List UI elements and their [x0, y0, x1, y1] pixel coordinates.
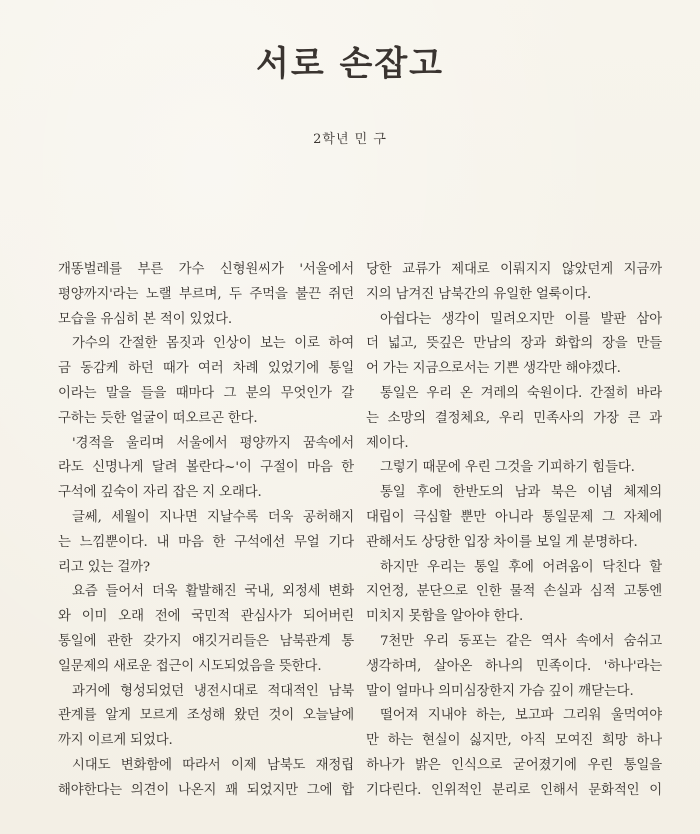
text-line: 평양까지'라는 노랠 부르며, 두 주먹을 불끈 쥐던 [58, 286, 354, 302]
text-line: 더 넓고, 뜻깊은 만남의 장과 화합의 장을 만들 [366, 336, 662, 352]
text-line: 만 하는 현실이 싫지만, 아직 모여진 희망 하나 [366, 733, 662, 749]
text-line: 지의 남겨진 남북간의 유일한 얼룩이다. [366, 286, 592, 302]
page-title: 서로 손잡고 [255, 44, 445, 84]
text-line: 제이다. [366, 435, 409, 451]
text-line: 기다린다. 인위적인 분리로 인해서 문화적인 이 [366, 782, 662, 798]
text-line: 대립이 극심할 뿐만 아니라 통일문제 그 자체에 [366, 509, 662, 525]
text-line: 구석에 깊숙이 자리 잡은 지 오래다. [58, 485, 262, 501]
text-line: 는 느낌뿐이다. 내 마음 한 구석에선 무얼 기다 [58, 534, 354, 550]
text-line: 지언정, 분단으로 인한 물적 손실과 심적 고통엔 [366, 584, 662, 600]
text-line: 는 소망의 결정체요, 우리 민족사의 가장 큰 과 [366, 410, 662, 426]
text-line: 통일은 우리 온 겨레의 숙원이다. 간절히 바라 [380, 385, 662, 401]
text-line: 가수의 간절한 몸짓과 인상이 보는 이로 하여 [72, 336, 354, 352]
text-line: 아쉽다는 생각이 밀려오지만 이를 발판 삼아 [380, 311, 662, 327]
text-line: 시대도 변화함에 따라서 이제 남북도 재정립 [72, 757, 354, 773]
text-line: 말이 얼마나 의미심장한지 가슴 깊이 깨닫는다. [366, 683, 634, 699]
text-line: 글쎄, 세월이 지나면 지날수록 더욱 공허해지 [72, 509, 354, 525]
text-line: 모습을 유심히 본 적이 있었다. [58, 311, 232, 327]
right-text-column [366, 258, 662, 804]
text-line: 개똥벌레를 부른 가수 신형원씨가 '서울에서 [58, 262, 354, 277]
text-line: 생각하며, 살아온 하나의 민족이다. '하나'라는 [366, 658, 662, 674]
text-line: 요즘 들어서 더욱 활발해진 국내, 외정세 변화 [72, 584, 354, 600]
text-line: 통일에 관한 갖가지 얘깃거리들은 남북관계 통 [58, 633, 354, 649]
text-line: 라도 신명나게 달려 볼란다~'이 구절이 마음 한 [58, 460, 354, 476]
author-byline: 2학년 민 구 [313, 132, 387, 147]
text-line: 와 이미 오래 전에 국민적 관심사가 되어버린 [58, 609, 354, 625]
text-line: 금 동감케 하던 때가 여러 차례 있었기에 통일 [58, 361, 354, 377]
text-line: 그렇기 때문에 우린 그것을 기피하기 힘들다. [380, 460, 635, 476]
text-line: 하나가 밝은 인식으로 굳어졌기에 우린 통일을 [366, 757, 662, 773]
text-line: 까지 이르게 되었다. [58, 733, 173, 749]
text-line: 떨어져 지내야 하는, 보고파 그리워 울먹여야 [380, 708, 662, 724]
text-line: 이라는 말을 들을 때마다 그 분의 무엇인가 갈 [58, 385, 354, 401]
text-line: 하지만 우리는 통일 후에 어려움이 닥친다 할 [380, 559, 662, 575]
text-line: 과거에 형성되었던 냉전시대로 적대적인 남북 [72, 683, 354, 699]
text-line: 구하는 듯한 얼굴이 떠오르곤 한다. [58, 410, 258, 426]
left-text-column [58, 258, 354, 804]
text-line: 당한 교류가 제대로 이뤄지지 않았던게 지금까 [366, 262, 662, 277]
text-line: 관계를 알게 모르게 조성해 왔던 것이 오늘날에 [58, 708, 354, 724]
text-line: 7천만 우리 동포는 같은 역사 속에서 숨쉬고 [380, 633, 662, 649]
text-line: 통일 후에 한반도의 남과 북은 이념 체제의 [380, 485, 662, 501]
text-line: 어 가는 지금으로서는 기쁜 생각만 해야겠다. [366, 361, 621, 377]
text-line: 일문제의 새로운 접근이 시도되었음을 뜻한다. [58, 658, 322, 674]
text-line: 관해서도 상당한 입장 차이를 보일 게 분명하다. [366, 534, 638, 550]
text-line: '경적을 울리며 서울에서 평양까지 꿈속에서 [72, 435, 354, 451]
text-line: 해야한다는 의견이 나온지 꽤 되었지만 그에 합 [58, 782, 354, 798]
text-line: 미치지 못함을 알아야 한다. [366, 609, 524, 625]
text-line: 리고 있는 걸까? [58, 559, 150, 575]
